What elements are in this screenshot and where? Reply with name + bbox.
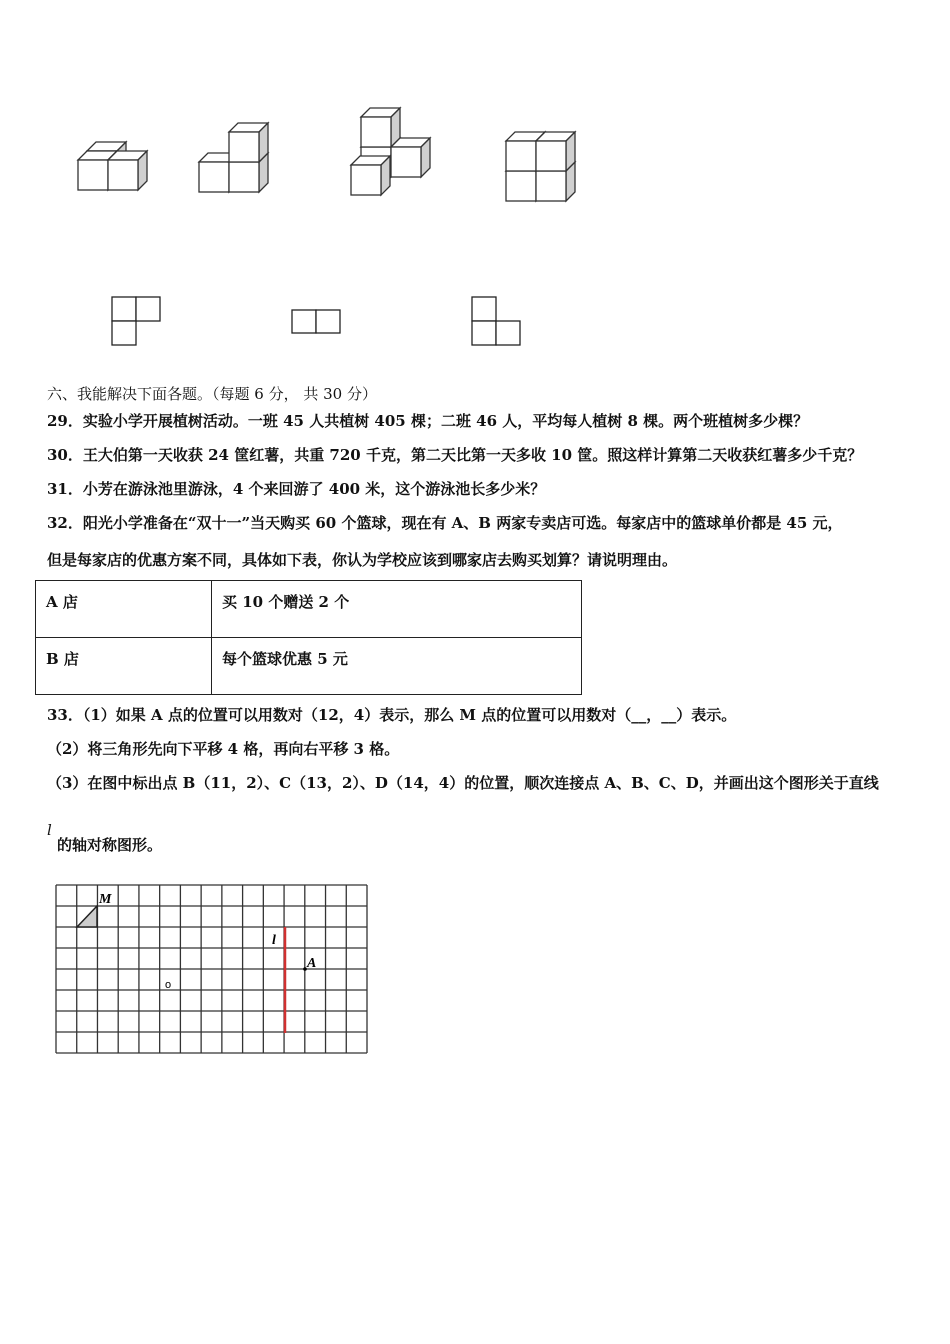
question-29: 29．实验小学开展植树活动。一班 45 人共植树 405 棵；二班 46 人，平均每人植树 8 棵。两个班植树多少棵？ — [47, 412, 809, 430]
label-l: l — [272, 933, 276, 948]
store-offer: 买 10 个赠送 2 个 — [212, 581, 582, 638]
net-square — [292, 310, 316, 333]
table-row — [36, 638, 582, 695]
cube — [391, 138, 430, 177]
triangle-shape — [77, 906, 97, 927]
section-heading: 六、我能解决下面各题。（每题 6 分， 共 30 分） — [47, 385, 377, 403]
cube — [361, 108, 400, 147]
net-square — [316, 310, 340, 333]
point-a — [303, 967, 307, 971]
question-33-part3-end: 的轴对称图形。 — [57, 836, 163, 854]
store-offer: 每个篮球优惠 5 元 — [212, 638, 582, 695]
question-33-part2: （2）将三角形先向下平移 4 格，再向右平移 3 格。 — [47, 740, 400, 758]
net-square — [136, 297, 160, 321]
cube-figures — [0, 0, 950, 380]
question-33-part1: 33．（1）如果 A 点的位置可以用数对（12，4）表示，那么 M 点的位置可以用数对（__，__）表示。 — [47, 706, 737, 724]
label-o: o — [165, 979, 172, 991]
cube — [536, 132, 575, 171]
line-l-symbol: l — [47, 821, 52, 839]
table-row — [36, 581, 582, 638]
cube — [351, 156, 390, 195]
store-table — [35, 580, 582, 695]
net-square — [112, 321, 136, 345]
label-a: A — [307, 956, 317, 971]
cube — [229, 123, 268, 162]
net-square — [496, 321, 520, 345]
cube — [108, 151, 147, 190]
net-square — [472, 297, 496, 321]
net-square — [112, 297, 136, 321]
store-name: A 店 — [36, 581, 212, 638]
store-name: B 店 — [36, 638, 212, 695]
question-31: 31．小芳在游泳池里游泳，4 个来回游了 400 米，这个游泳池长多少米？ — [47, 480, 546, 498]
question-30: 30．王大伯第一天收获 24 筐红薯，共重 720 千克，第二天比第一天多收 10 筐。照这样计算第二天收获红薯多少千克？ — [47, 446, 863, 464]
question-33-part3: （3）在图中标出点 B（11，2）、C（13，2）、D（14，4）的位置，顺次连接点 A、B、C、D，并画出这个图形关于直线 — [47, 774, 879, 792]
label-m: M — [99, 892, 112, 907]
net-square — [472, 321, 496, 345]
question-32-line2: 但是每家店的优惠方案不同，具体如下表，你认为学校应该到哪家店去购买划算？请说明理由。 — [47, 551, 678, 569]
question-32-line1: 32．阳光小学准备在“双十一”当天购买 60 个篮球，现在有 A、B 两家专卖店可选。每家店中的篮球单价都是 45 元， — [47, 514, 843, 532]
